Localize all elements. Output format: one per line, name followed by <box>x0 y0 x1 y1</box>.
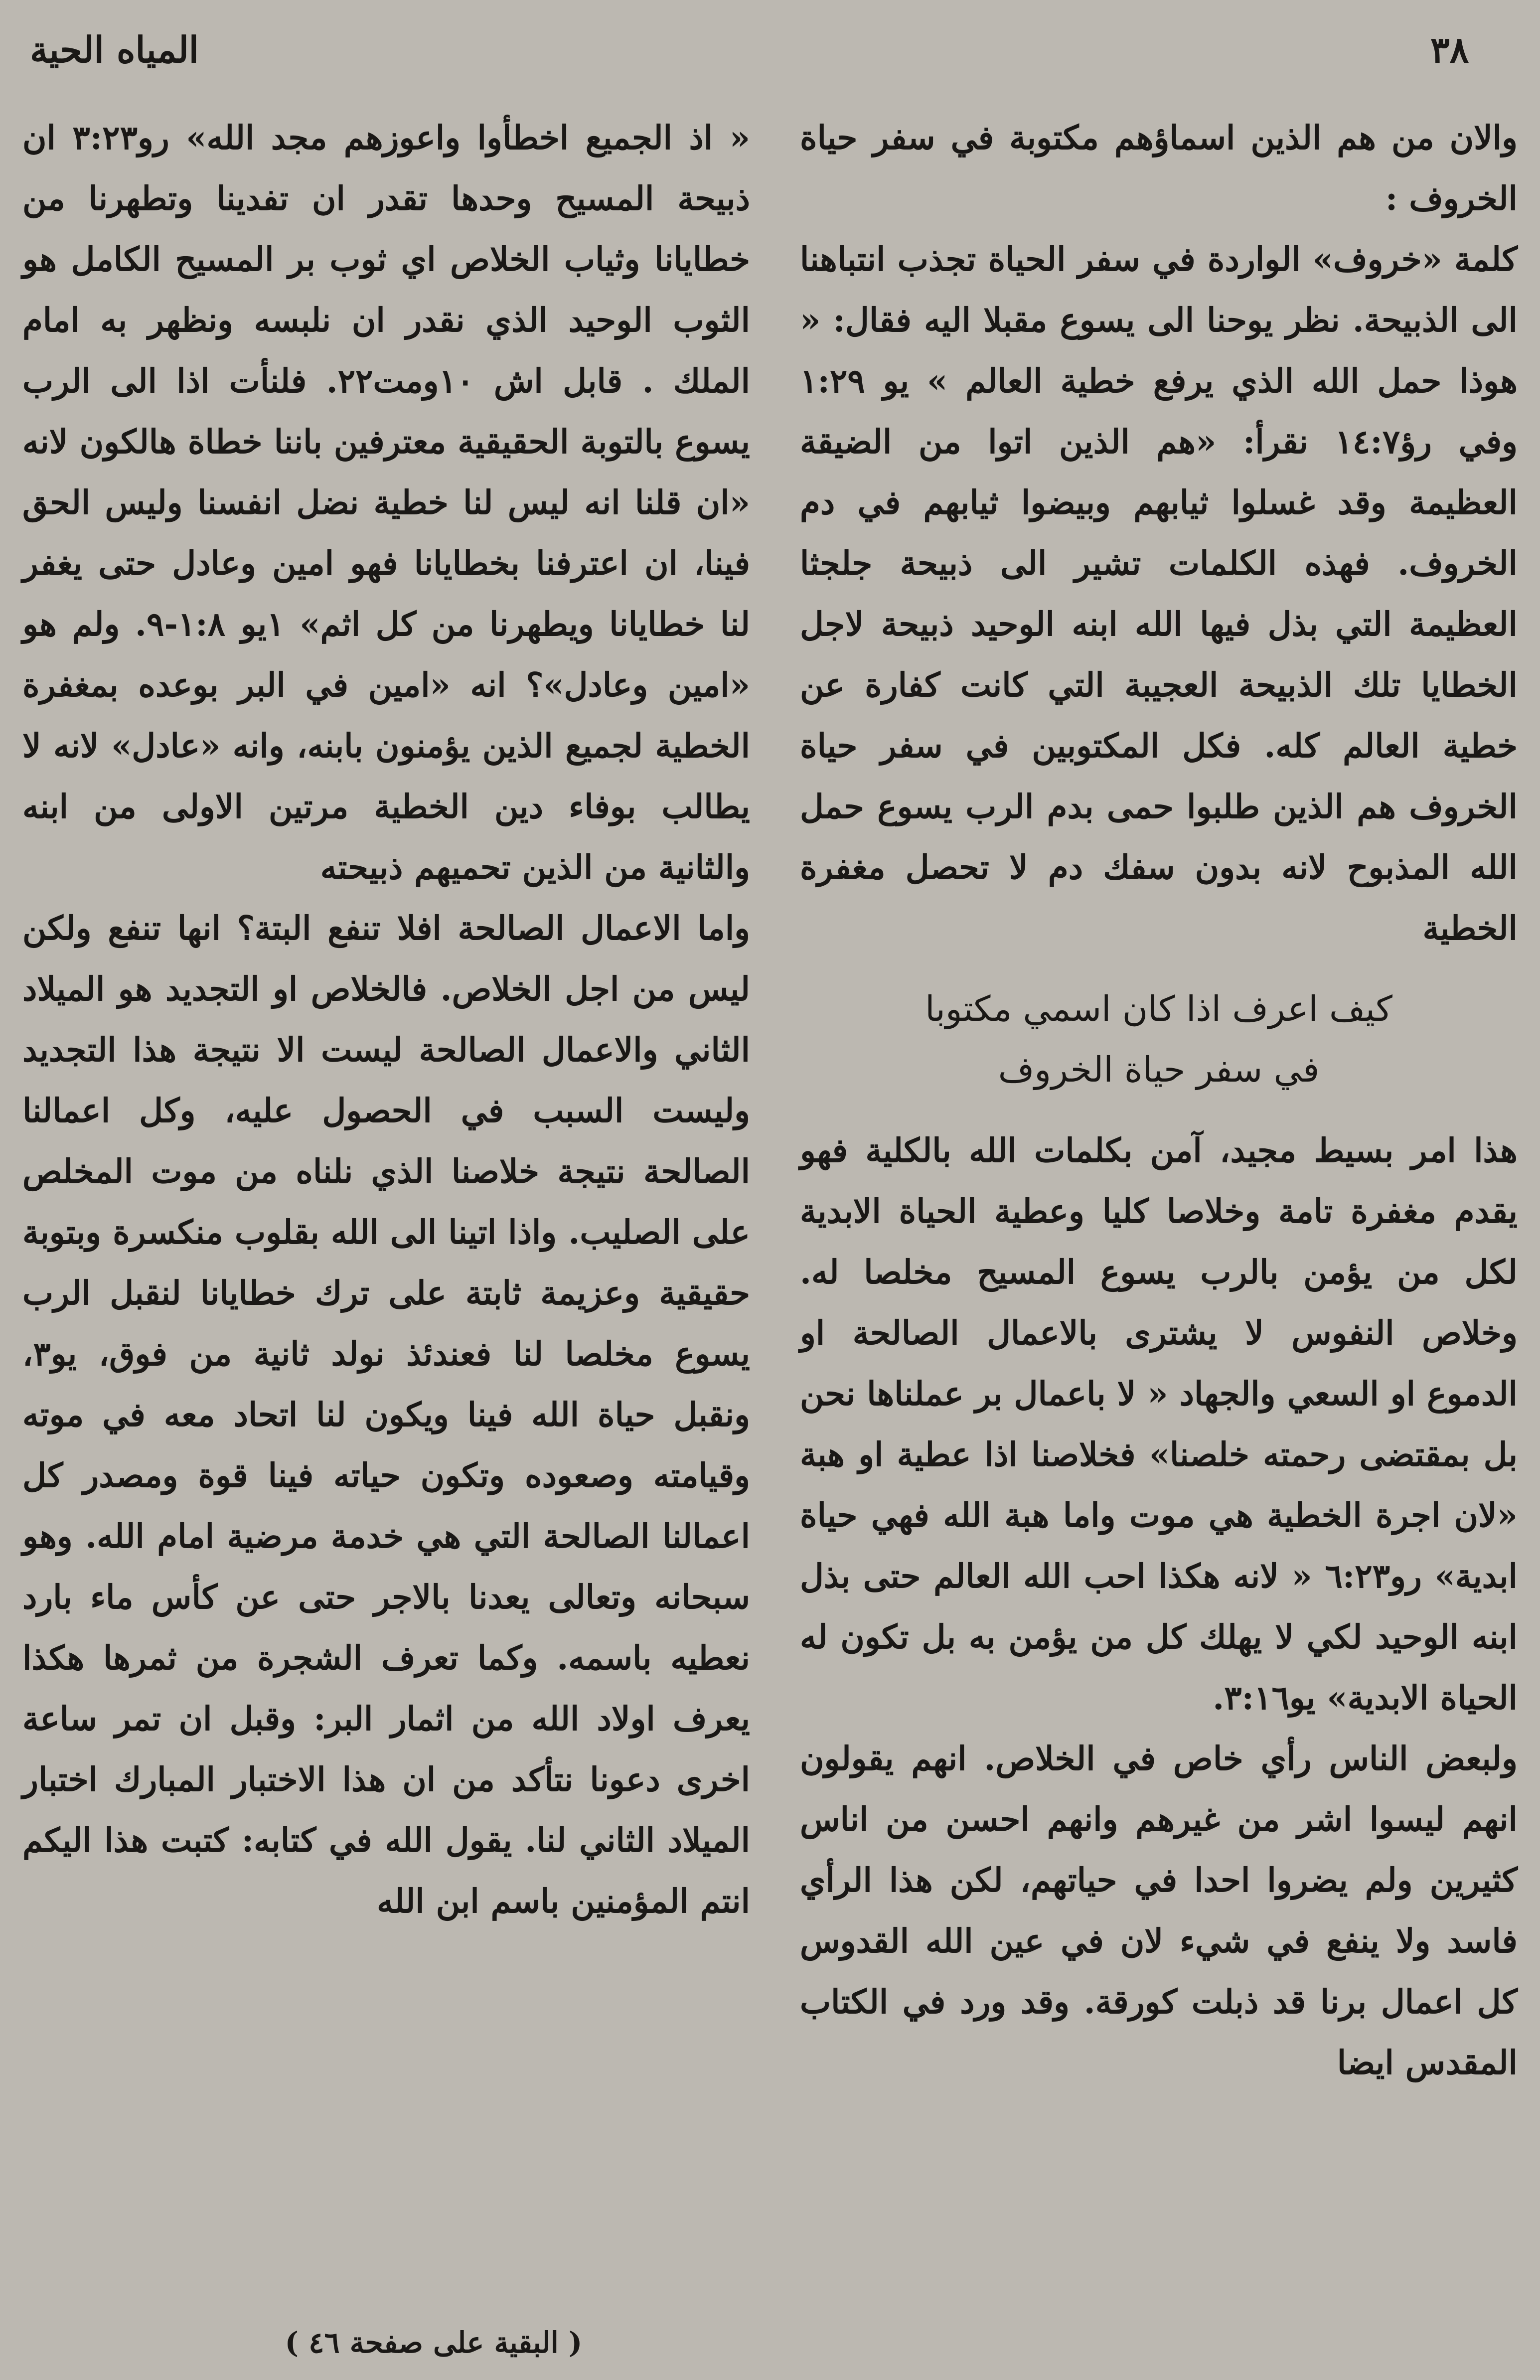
left-column <box>22 107 750 1931</box>
paragraph: « اذ الجميع اخطأوا واعوزهم مجد الله» رو٣:٢٣ ان ذبيحة المسيح وحدها تقدر ان تفدينا وتطهرنا من خطايانا وثياب الخلاص اي ثوب بر المسيح الكامل هو الثوب الوحيد الذي نقدر ان نلبسه ونظهر به امام الملك . قابل اش ١٠ومت٢٢. فلنأت اذا الى الرب يسوع بالتوبة الحقيقية معترفين باننا خطاة هالكون لانه «ان قلنا انه ليس لنا خطية نضل انفسنا وليس الحق فينا، ان اعترفنا بخطايانا فهو امين وعادل حتى يغفر لنا خطايانا ويطهرنا من كل اثم» ١يو ١:٨-٩. ولم هو «امين وعادل»؟ انه «امين في البر بوعده بمغفرة الخطية لجميع الذين يؤمنون بابنه، وانه «عادل» لانه لا يطالب بوفاء دين الخطية مرتين الاولى من ابنه والثانية من الذين تحميهم ذبيحته <box>22 118 750 887</box>
paragraph: هذا امر بسيط مجيد، آمن بكلمات الله بالكلية فهو يقدم مغفرة تامة وخلاصا كليا وعطية الحياة الابدية لكل من يؤمن بالرب يسوع المسيح مخلصا له. وخلاص النفوس لا يشترى بالاعمال الصالحة او الدموع او السعي والجهاد « لا باعمال بر عملناها نحن بل بمقتضى رحمته خلصنا» فخلاصنا اذا عطية او هبة «لان اجرة الخطية هي موت واما هبة الله فهي حياة ابدية» رو٦:٢٣ « لانه هكذا احب الله العالم حتى بذل ابنه الوحيد لكي لا يهلك كل من يؤمن به بل تكون له الحياة الابدية» يو٣:١٦. <box>800 1131 1518 1717</box>
paragraph: كلمة «خروف» الواردة في سفر الحياة تجذب انتباهنا الى الذبيحة. نظر يوحنا الى يسوع مقبلا اليه فقال: « هوذا حمل الله الذي يرفع خطية العالم » يو ١:٢٩ وفي رؤ١٤:٧ نقرأ: «هم الذين اتوا من الضيقة العظيمة وقد غسلوا ثيابهم وبيضوا ثيابهم في دم الخروف. فهذه الكلمات تشير الى ذبيحة جلجثا العظيمة التي بذل فيها الله ابنه الوحيد ذبيحة لاجل الخطايا تلك الذبيحة العجيبة التي كانت كفارة عن خطية العالم كله. فكل المكتوبين في سفر حياة الخروف هم الذين طلبوا حمى بدم الرب يسوع حمل الله المذبوح لانه بدون سفك دم لا تحصل مغفرة الخطية <box>800 240 1518 948</box>
journal-title: المياه الحية <box>30 28 199 71</box>
section-heading-line-2: في سفر حياة الخروف <box>998 1049 1320 1090</box>
page-number: ٣٨ <box>1430 28 1469 71</box>
paragraph: ولبعض الناس رأي خاص في الخلاص. انهم يقولون انهم ليسوا اشر من غيرهم وانهم احسن من اناس كثيرين ولم يضروا احدا في حياتهم، لكن هذا الرأي فاسد ولا ينفع في شيء لان في عين الله القدوس كل اعمال برنا قد ذبلت كورقة. وقد ورد في الكتاب المقدس ايضا <box>800 1739 1518 2082</box>
paragraph: واما الاعمال الصالحة افلا تنفع البتة؟ انها تنفع ولكن ليس من اجل الخلاص. فالخلاص او التجديد هو الميلاد الثاني والاعمال الصالحة ليست الا نتيجة هذا التجديد وليست السبب في الحصول عليه، وكل اعمالنا الصالحة نتيجة خلاصنا الذي نلناه من موت المخلص على الصليب. واذا اتينا الى الله بقلوب منكسرة وبتوبة حقيقية وعزيمة ثابتة على ترك خطايانا لنقبل الرب يسوع مخلصا لنا فعندئذ نولد ثانية من فوق، يو٣، ونقبل حياة الله فينا ويكون لنا اتحاد معه في موته وقيامته وصعوده وتكون حياته فينا قوة ومصدر كل اعمالنا الصالحة التي هي خدمة مرضية امام الله. وهو سبحانه وتعالى يعدنا بالاجر حتى عن كأس ماء بارد نعطيه باسمه. وكما تعرف الشجرة من ثمرها هكذا يعرف اولاد الله من اثمار البر: وقبل ان تمر ساعة اخرى دعونا نتأكد من ان هذا الاختبار المبارك اختبار الميلاد الثاني لنا. يقول الله في كتابه: كتبت هذا اليكم انتم المؤمنين باسم ابن الله <box>22 909 750 1920</box>
section-heading <box>800 978 1518 1100</box>
continuation-note: ( البقية على صفحة ٤٦ ) <box>285 2326 583 2360</box>
section-heading-line-1: كيف اعرف اذا كان اسمي مكتوبا <box>925 988 1392 1029</box>
right-column <box>800 107 1518 2093</box>
paragraph: والان من هم الذين اسماؤهم مكتوبة في سفر حياة الخروف : <box>800 118 1518 218</box>
